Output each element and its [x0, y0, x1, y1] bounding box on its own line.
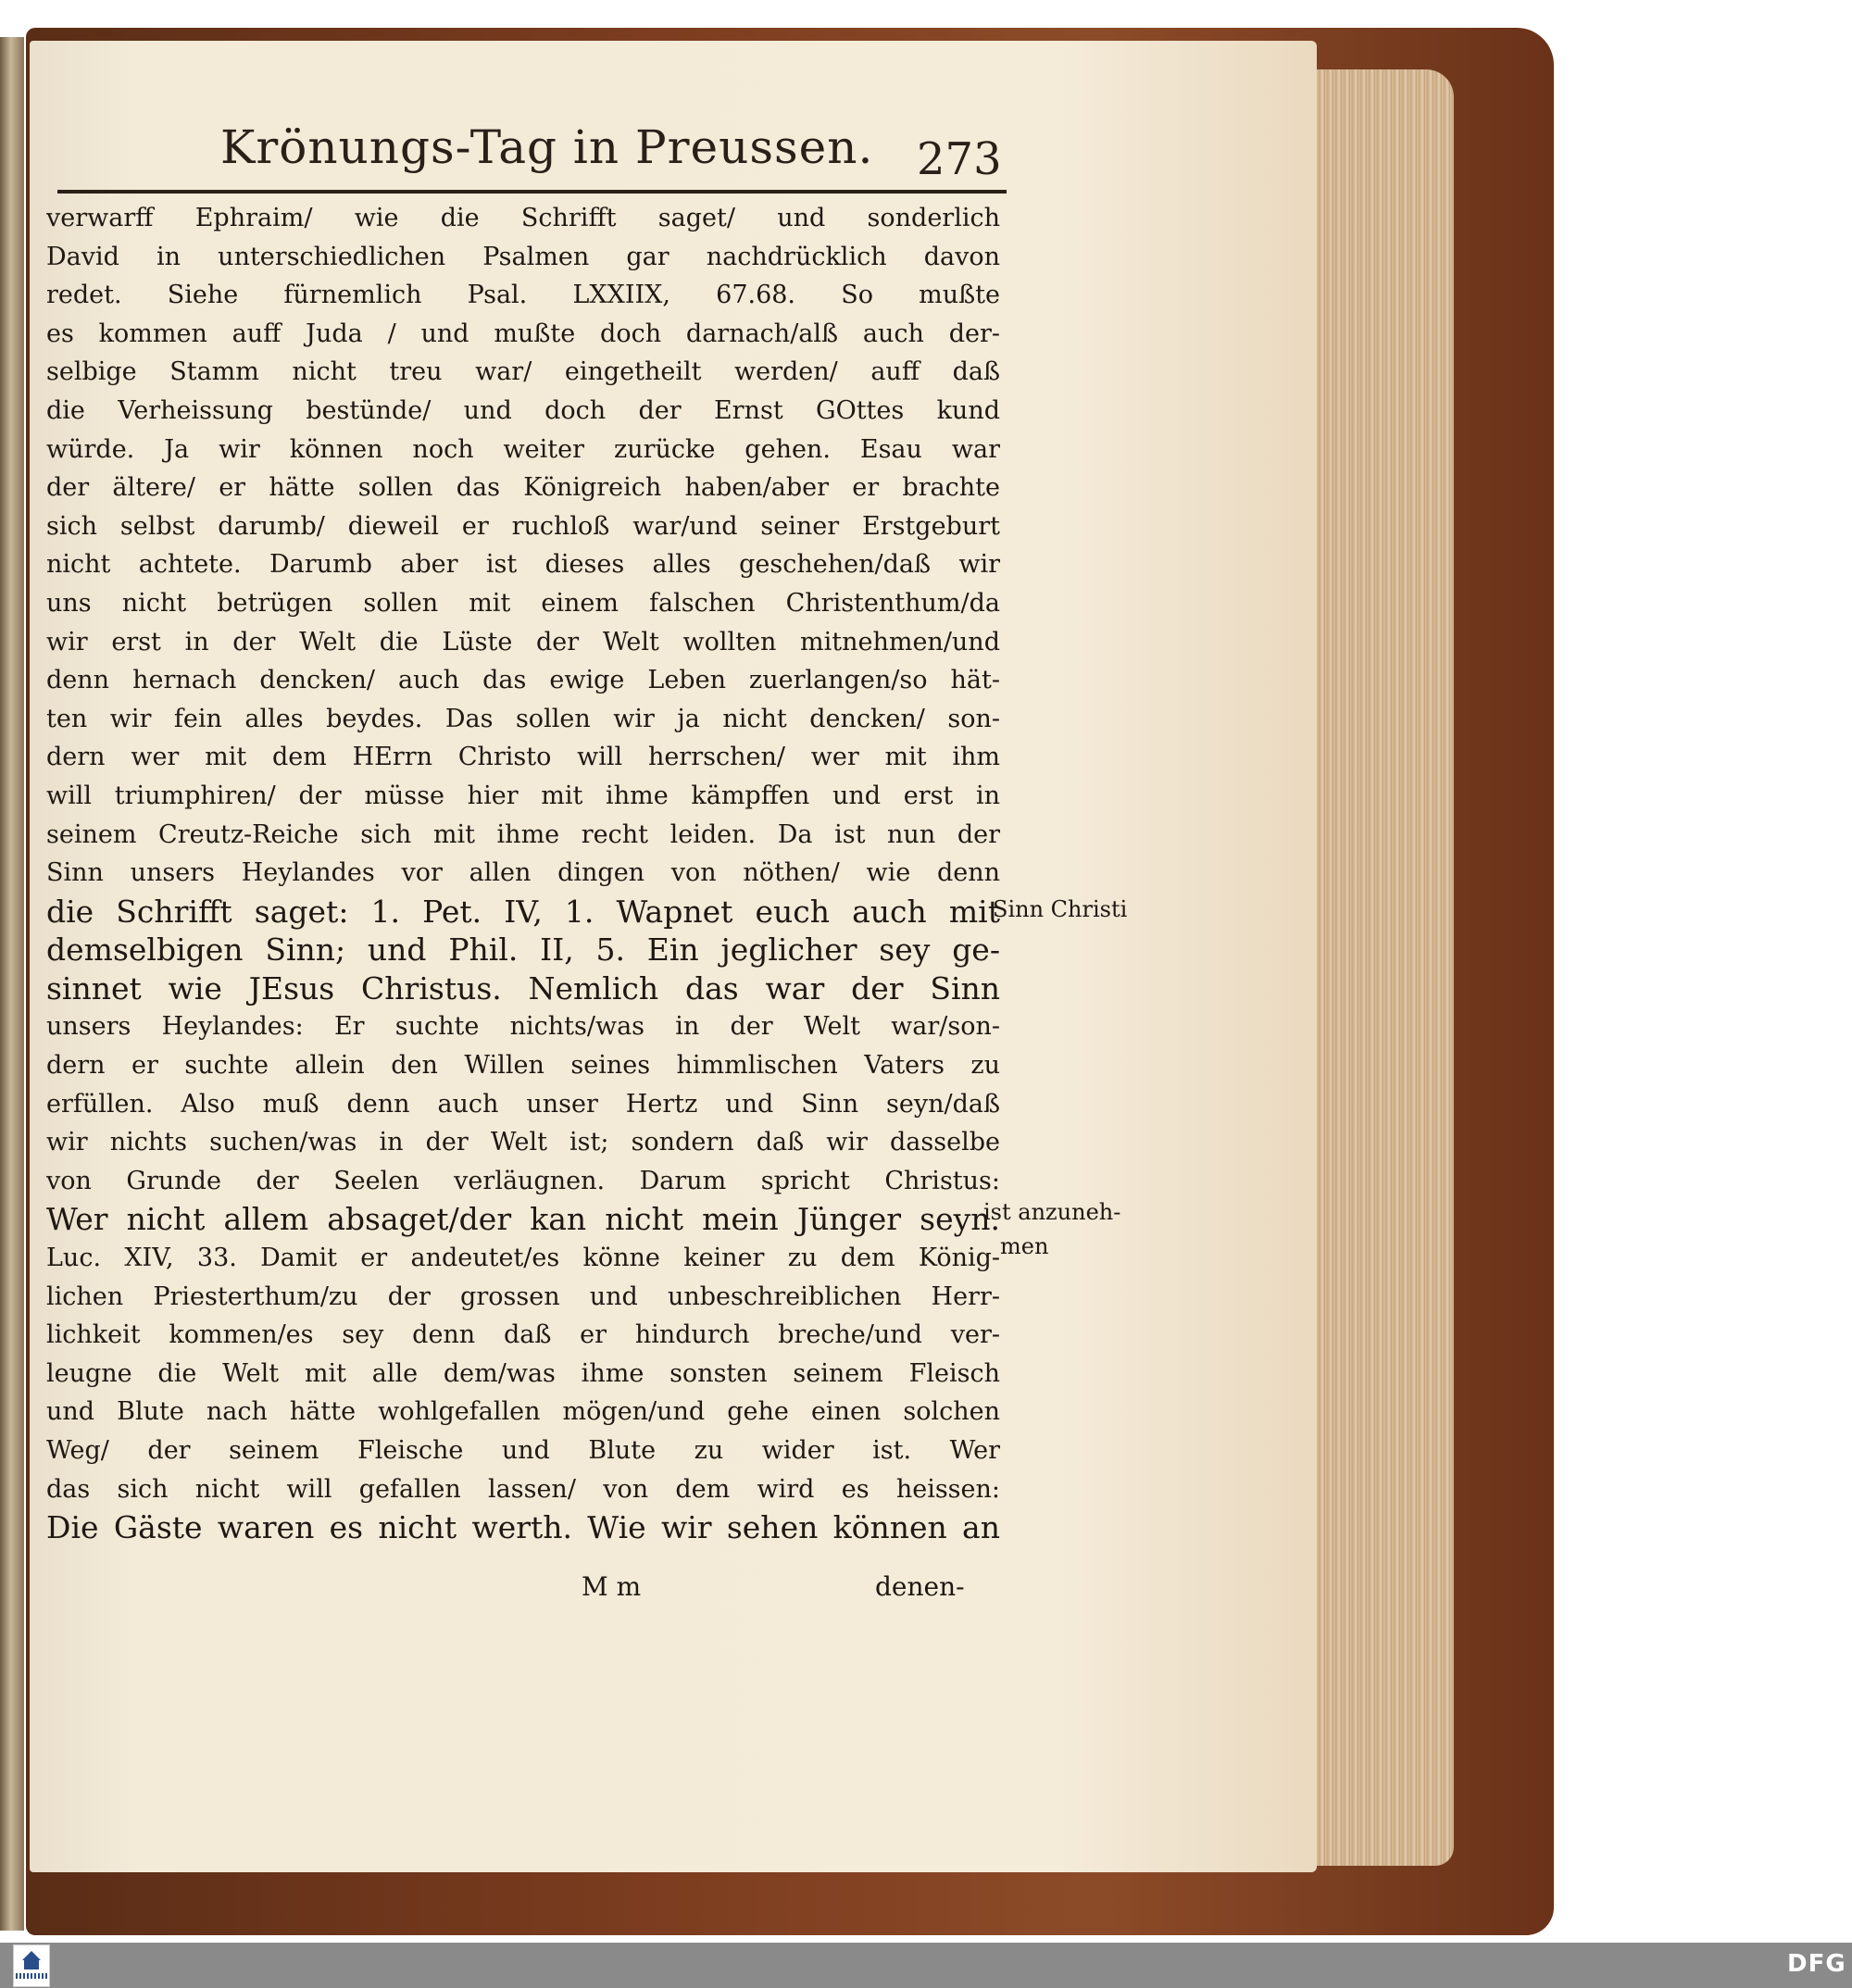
text-line: ten wir fein alles beydes. Das sollen wir ja nicht dencken/ son-: [46, 704, 1000, 733]
text-line: unsers Heylandes: Er suchte nichts/was in der Welt war/son-: [46, 1012, 1000, 1042]
signature-mark: M m: [582, 1571, 642, 1602]
text-line: sinnet wie JEsus Christus. Nemlich das war der Sinn: [46, 969, 1000, 1007]
text-line: Sinn unsers Heylandes vor allen dingen von nöthen/ wie denn: [46, 858, 1000, 888]
text-line: Weg/ der seinem Fleische und Blute zu wider ist. Wer: [46, 1436, 1000, 1465]
text-line: demselbigen Sinn; und Phil. II, 5. Ein jeglicher sey ge-: [46, 931, 1000, 969]
dfg-logo: DFG: [1787, 1950, 1846, 1978]
text-line: Wer nicht allem absaget/der kan nicht mein Jünger seyn.: [46, 1201, 1000, 1238]
margin-note-sinn-christi: Sinn Christi: [993, 896, 1128, 922]
text-line: wir nichts suchen/was in der Welt ist; sondern daß wir dasselbe: [46, 1128, 1000, 1157]
text-line: lichkeit kommen/es sey denn daß er hindurch breche/und ver-: [46, 1320, 1000, 1350]
text-line: David in unterschiedlichen Psalmen gar nachdrücklich davon: [46, 242, 1000, 271]
text-line: selbige Stamm nicht treu war/ eingetheilt werden/ auff daß: [46, 357, 1000, 387]
text-line: denn hernach dencken/ auch das ewige Leben zuerlangen/so hät-: [46, 666, 1000, 695]
text-line: redet. Siehe fürnemlich Psal. LXXIIX, 67.68. So mußte: [46, 281, 1000, 310]
text-line: lichen Priesterthum/zu der grossen und unbeschreiblichen Herr-: [46, 1282, 1000, 1311]
text-line: die Verheissung bestünde/ und doch der Ernst GOttes kund: [46, 395, 1000, 425]
catchword: denen-: [875, 1571, 965, 1602]
body-text: [46, 199, 1000, 1547]
text-line: der ältere/ er hätte sollen das Königreich haben/aber er brachte: [46, 473, 1000, 503]
text-line: würde. Ja wir können noch weiter zurücke gehen. Esau war: [46, 434, 1000, 464]
text-line: das sich nicht will gefallen lassen/ von dem wird es heissen:: [46, 1474, 1000, 1504]
margin-note-line: ist anzuneh-: [983, 1199, 1121, 1225]
viewer-footer-bar: [0, 1943, 1852, 1988]
text-line: leugne die Welt mit alle dem/was ihme sonsten seinem Fleisch: [46, 1358, 1000, 1388]
text-line: dern wer mit dem HErrn Christo will herrschen/ wer mit ihm: [46, 743, 1000, 772]
text-line: die Schrifft saget: 1. Pet. IV, 1. Wapnet euch auch mit: [46, 893, 1000, 930]
text-line: uns nicht betrügen sollen mit einem falschen Christenthum/da: [46, 588, 1000, 618]
page-number: 273: [917, 133, 1002, 185]
text-line: sich selbst darumb/ dieweil er ruchloß war/und seiner Erstgeburt: [46, 511, 1000, 541]
margin-note-line: men: [1000, 1233, 1049, 1259]
text-line: erfüllen. Also muß denn auch unser Hertz und Sinn seyn/daß: [46, 1089, 1000, 1119]
text-line: verwarff Ephraim/ wie die Schrifft saget/ und sonderlich: [46, 204, 1000, 232]
text-line: will triumphiren/ der müsse hier mit ihme kämpffen und erst in: [46, 781, 1000, 810]
header-rule: [57, 190, 1007, 194]
text-line: und Blute nach hätte wohlgefallen mögen/und gehe einen solchen: [46, 1397, 1000, 1427]
previous-page-edge: [0, 37, 24, 1931]
text-line: seinem Creutz-Reiche sich mit ihme recht leiden. Da ist nun der: [46, 819, 1000, 849]
running-head: Krönungs-Tag in Preussen.: [220, 120, 874, 174]
text-line: wir erst in der Welt die Lüste der Welt wollten mitnehmen/und: [46, 627, 1000, 656]
text-line: dern er suchte allein den Willen seines himmlischen Vaters zu: [46, 1051, 1000, 1081]
library-logo-icon: [13, 1944, 50, 1987]
text-line: Die Gäste waren es nicht werth. Wie wir sehen können an: [46, 1509, 1000, 1546]
text-line: nicht achtete. Darumb aber ist dieses alles geschehen/daß wir: [46, 550, 1000, 580]
text-line: Luc. XIV, 33. Damit er andeutet/es könne keiner zu dem König-: [46, 1244, 1000, 1273]
text-line: es kommen auff Juda / und mußte doch darnach/alß auch der-: [46, 319, 1000, 348]
text-line: von Grunde der Seelen verläugnen. Darum spricht Christus:: [46, 1166, 1000, 1195]
